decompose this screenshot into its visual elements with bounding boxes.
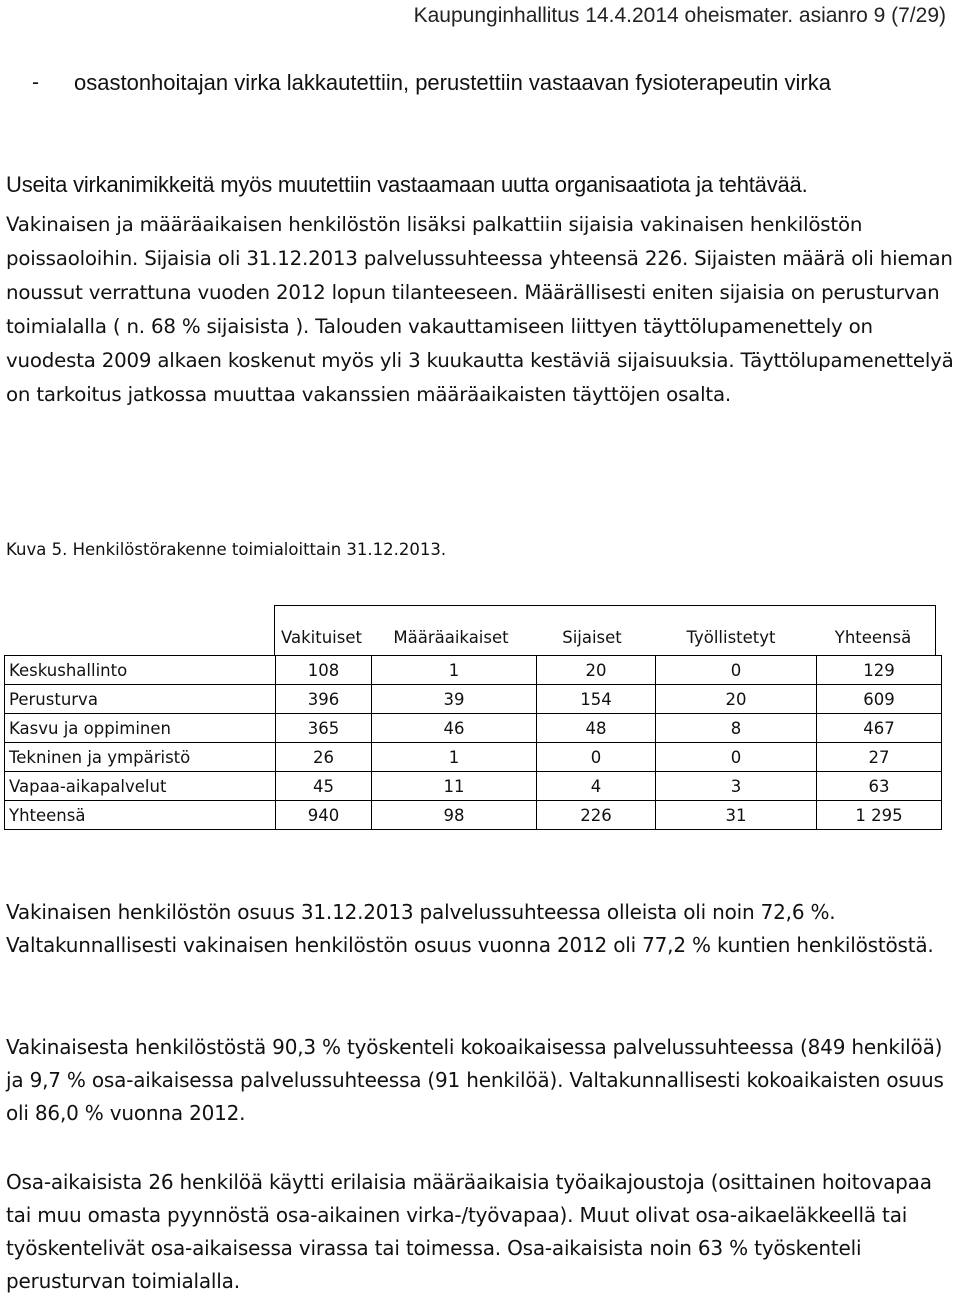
paragraph-substitutes: Vakinaisen ja määräaikaisen henkilöstön lisäksi palkattiin sijaisia vakinaisen henkilöstön poissaoloihin. Sijaisia oli 31.12.2013 palvelussuhteessa yhteensä 226. Sijaisten määrä oli hieman noussut verrattuna vuoden 2012 lopun tilanteeseen. Määrällisesti eniten sijaisia on perusturvan toimialalla ( n. 68 % sijaisista ). Talouden vakauttamiseen liittyen täyttölupamenettely on vuodesta 2009 alkaen koskenut myös yli 3 kuukautta kestäviä sijaisuuksia. Täyttölupamenettelyä on tarkoitus jatkossa muuttaa vakanssien määräaikaisten täyttöjen osalta. (6, 213, 954, 406)
paragraph-parttime: Osa-aikaisista 26 henkilöä käytti erilaisia määräaikaisia työaikajoustoja (osittainen hoitovapaa tai muu omasta pyynnöstä osa-aikainen virka-/työvapaa). Muut olivat osa-aikaeläkkeellä tai työskentelivät osa-aikaisessa virassa tai toimessa. Osa-aikaisista noin 63 % työskenteli perusturvan toimialalla. (6, 1170, 932, 1293)
col-header-sijaiset: Sijaiset (562, 628, 622, 647)
row-label: Tekninen ja ympäristö (5, 743, 276, 772)
table-cell: 1 (372, 656, 537, 685)
table-cell: 63 (817, 772, 942, 801)
col-header-maaraaikaiset: Määräaikaiset (393, 628, 509, 647)
page-header: Kaupunginhallitus 14.4.2014 oheismater. asianro 9 (7/29) (413, 4, 946, 27)
table-cell: 154 (537, 685, 656, 714)
table-cell: 11 (372, 772, 537, 801)
table-cell: 0 (656, 656, 817, 685)
paragraph-titles: Useita virkanimikkeitä myös muutettiin vastaamaan uutta organisaatiota ja tehtävää. (6, 172, 808, 197)
col-header-tyollistetyt: Työllistetyt (686, 628, 776, 647)
row-label: Kasvu ja oppiminen (5, 714, 276, 743)
table-cell: 108 (276, 656, 372, 685)
table-cell: 467 (817, 714, 942, 743)
table-cell: 20 (537, 656, 656, 685)
table-cell: 226 (537, 801, 656, 830)
table-header-row (274, 628, 935, 647)
row-label: Yhteensä (5, 801, 276, 830)
paragraph-fulltime: Vakinaisesta henkilöstöstä 90,3 % työskenteli kokoaikaisessa palvelussuhteessa (849 henkilöä) ja 9,7 % osa-aikaisessa palvelussuhteessa (91 henkilöä). Valtakunnallisesti kokoaikaisten osuus oli 86,0 % vuonna 2012. (6, 1035, 944, 1125)
bullet-text: osastonhoitajan virka lakkautettiin, perustettiin vastaavan fysioterapeutin virka (74, 70, 831, 95)
row-label: Vapaa-aikapalvelut (5, 772, 276, 801)
table-cell: 45 (276, 772, 372, 801)
table-cell: 609 (817, 685, 942, 714)
table-cell: 20 (656, 685, 817, 714)
table-cell: 129 (817, 656, 942, 685)
table-cell: 0 (537, 743, 656, 772)
table-row (5, 656, 942, 685)
table-cell: 396 (276, 685, 372, 714)
table-row (5, 714, 942, 743)
table-cell: 98 (372, 801, 537, 830)
table-cell: 940 (276, 801, 372, 830)
table-cell: 1 295 (817, 801, 942, 830)
table-row (5, 743, 942, 772)
paragraph-share: Vakinaisen henkilöstön osuus 31.12.2013 palvelussuhteessa olleista oli noin 72,6 %. Valtakunnallisesti vakinaisen henkilöstön osuus vuonna 2012 oli 77,2 % kuntien henkilöstöstä. (6, 900, 934, 957)
table-cell: 8 (656, 714, 817, 743)
table-cell: 1 (372, 743, 537, 772)
table-cell: 0 (656, 743, 817, 772)
table-cell: 3 (656, 772, 817, 801)
table-cell: 46 (372, 714, 537, 743)
table-row (5, 772, 942, 801)
bullet-marker: - (32, 71, 39, 94)
table-cell: 27 (817, 743, 942, 772)
table-cell: 31 (656, 801, 817, 830)
personnel-table (4, 655, 942, 830)
table-row (5, 685, 942, 714)
table-cell: 39 (372, 685, 537, 714)
table-row (5, 801, 942, 830)
table-caption: Kuva 5. Henkilöstörakenne toimialoittain 31.12.2013. (6, 540, 447, 559)
col-header-yhteensa: Yhteensä (834, 628, 912, 647)
row-label: Keskushallinto (5, 656, 276, 685)
table-cell: 26 (276, 743, 372, 772)
table-cell: 365 (276, 714, 372, 743)
table-cell: 48 (537, 714, 656, 743)
table-cell: 4 (537, 772, 656, 801)
col-header-vakituiset: Vakituiset (281, 628, 362, 647)
row-label: Perusturva (5, 685, 276, 714)
